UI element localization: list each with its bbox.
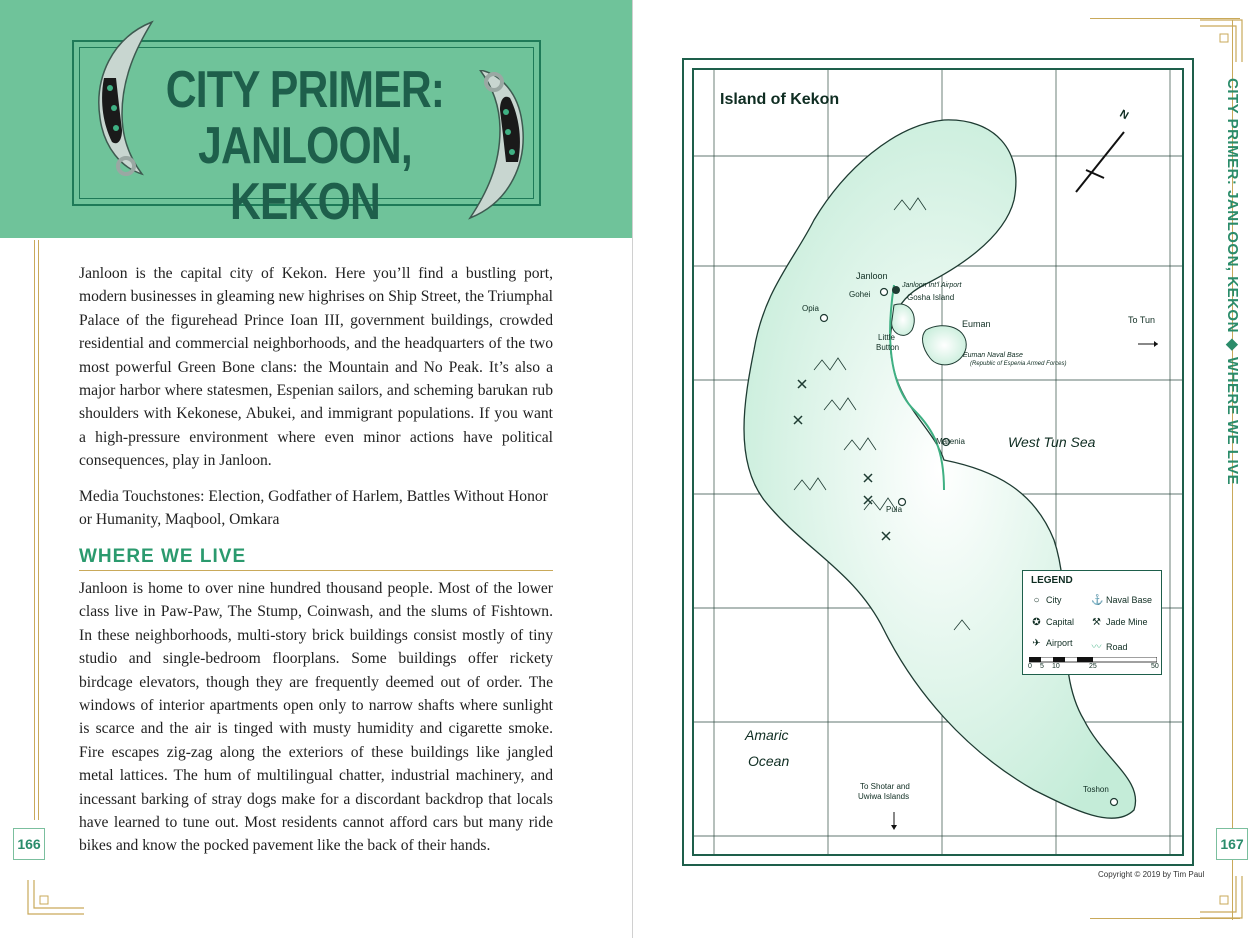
scale-25: 25: [1089, 663, 1097, 670]
media-touchstones-paragraph: Media Touchstones: Election, Godfather of Harlem, Battles Without Honor or Humanity, Maqbool, Omkara: [79, 488, 548, 529]
diamond-icon: ◆: [1224, 338, 1241, 351]
map-copyright: Copyright © 2019 by Tim Paul: [1098, 870, 1205, 879]
scale-50: 50: [1151, 663, 1159, 670]
map-legend: [1022, 570, 1162, 675]
title-line-2: JANLOON, KEKON: [198, 117, 412, 231]
map-label-gohei: Gohei: [849, 290, 871, 299]
scale-10: 10: [1052, 663, 1060, 670]
anchor-icon: ⚓: [1091, 595, 1104, 606]
title-line-1: CITY PRIMER:: [165, 61, 445, 119]
page-gutter: [632, 0, 633, 938]
running-header-sub: WHERE WE LIVE: [1224, 356, 1241, 486]
map-label-pula: Pula: [886, 505, 903, 514]
map-label-uwiwa: Uwiwa Islands: [858, 792, 910, 801]
road-icon: 〰: [1091, 642, 1102, 653]
map-label-to-tun: To Tun: [1128, 315, 1156, 325]
intro-paragraph: Janloon is the capital city of Kekon. Here you’ll find a bustling port, modern businesses in gleaming new highrises on Ship Street, the Triumphal Palace of the figurehead Prince Ioan III, government buildings, crowded residential and commercial neighborhoods, and the headquarters of the two most powerful Green Bone clans: the Mountain and No Peak. It’s also a major harbor where statesmen, Espenian sailors, and scheming barukan rub shoulders with Kekonese, Abukei, and immigrant populations. If you want a high-pressure environment where even minor actions have political consequences, play in Janloon.: [79, 265, 553, 470]
scale-5: 5: [1040, 663, 1044, 670]
map-label-euman: Euman: [962, 319, 991, 329]
corner-ornament-bottom-icon: [1200, 876, 1246, 922]
left-ornament-border: [26, 240, 44, 930]
corner-ornament-icon: [26, 878, 86, 918]
scale-0: 0: [1028, 663, 1032, 670]
pickaxe-icon: ⚒: [1092, 617, 1101, 628]
running-header: [1222, 78, 1246, 486]
map-label-naval-base: Euman Naval Base: [963, 352, 1023, 359]
map-label-to-shotar: To Shotar and: [860, 782, 910, 791]
map-north-label: N: [1117, 107, 1131, 123]
map-label-gosha: Gosha Island: [907, 293, 955, 302]
map-label-janloon: Janloon: [856, 271, 888, 281]
map-label-naval-base-sub: (Republic of Espenia Armed Forces): [970, 361, 1067, 367]
section-heading: WHERE WE LIVE: [79, 546, 553, 571]
legend-item-jade-mine: ⚒ Jade Mine: [1092, 617, 1148, 628]
airplane-icon: ✈: [1032, 638, 1041, 649]
running-header-title: CITY PRIMER: JANLOON, KEKON: [1224, 78, 1241, 333]
map-frame: [682, 58, 1194, 866]
where-we-live-paragraph: Janloon is home to over nine hundred thousand people. Most of the lower class live in Paw-Paw, The Stump, Coinwash, and the slums of Fishtown. In these neighborhoods, multi-story brick buildings consist mostly of tiny studio and single-bedroom floorplans. Some buildings offer rickety birdcage elevators, though they are frequently deemed out of order. The windows of interior apartments open only to narrow shafts where sunlight is scarce and the air is tinged with musty humidity and cigarette smoke. Fire escapes zig-zag along the exteriors of these buildings like jangled metal lattices. The hum of multilingual chatter, industrial machinery, and incessant barking of stray dogs make for a discordant backdrop that locals have learned to tune out. Most residents cannot afford cars but many ride bikes and know the pocked pavement like the back of their hands.: [79, 580, 553, 855]
corner-ornament-top-icon: [1200, 18, 1246, 64]
city-icon: ○: [1033, 595, 1040, 606]
legend-item-airport: ✈ Airport: [1032, 638, 1073, 649]
legend-item-naval-base: ⚓ Naval Base: [1091, 595, 1153, 606]
legend-item-capital: ✪ Capital: [1032, 617, 1075, 628]
map-label-west-tun-sea: West Tun Sea: [1008, 434, 1096, 450]
page-number-right: 167: [1216, 828, 1248, 860]
map-label-little: Little: [878, 333, 895, 342]
map-label-opia: Opia: [802, 304, 819, 313]
map-title: Island of Kekon: [720, 91, 840, 108]
legend-item-road: 〰 Road: [1091, 638, 1128, 653]
map-label-marenia: Marenia: [936, 437, 965, 446]
legend-item-city: ○ City: [1031, 595, 1062, 606]
map-label-toshon: Toshon: [1083, 785, 1109, 794]
page-number-left: 166: [13, 828, 45, 860]
star-icon: ✪: [1032, 617, 1041, 628]
map-label-button: Button: [876, 343, 900, 352]
right-knife-icon: [458, 70, 530, 222]
map-label-ocean: Ocean: [748, 753, 790, 769]
map-label-airport: Janloon Int'l Airport: [902, 282, 962, 289]
page-title: [145, 62, 465, 230]
legend-title: LEGEND: [1031, 575, 1073, 586]
map-label-amaric: Amaric: [745, 727, 789, 743]
